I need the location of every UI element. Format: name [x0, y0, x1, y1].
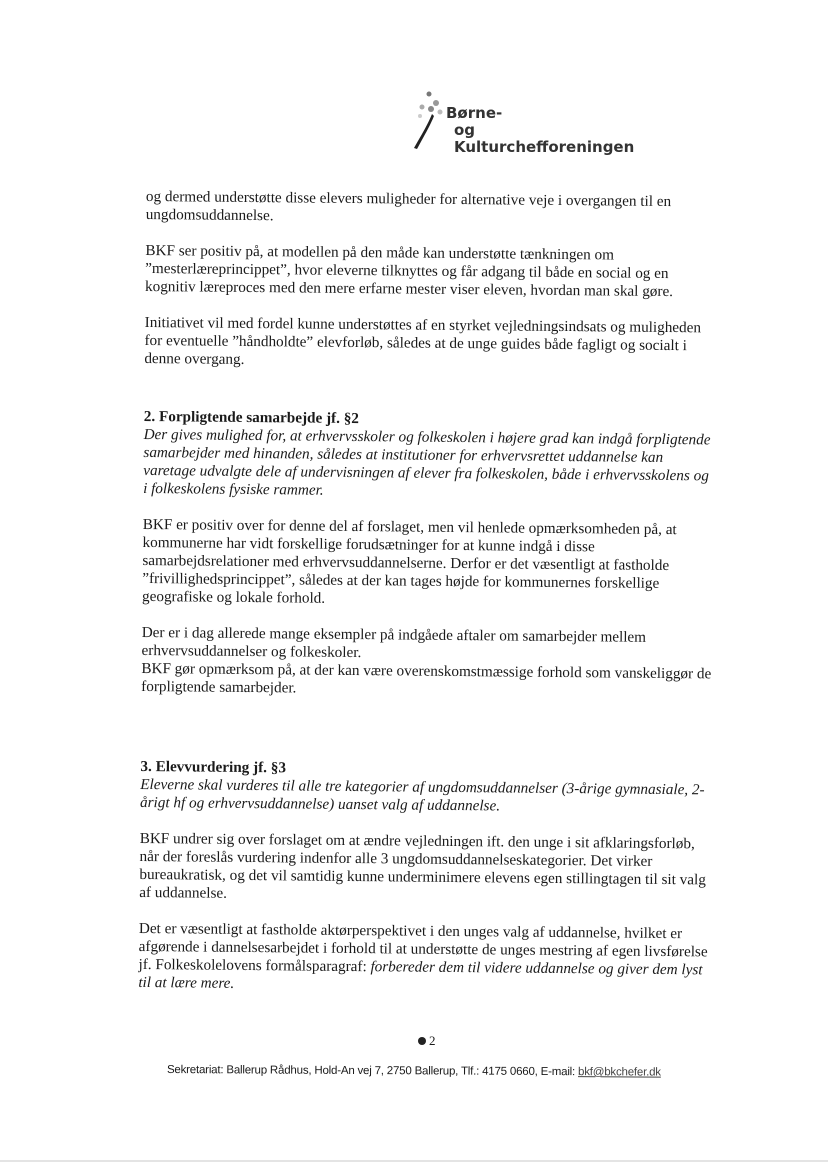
bullet-icon [418, 1037, 426, 1045]
paragraph: BKF er positiv over for denne del af forslaget, men vil henlede opmærksomheden på, at kommunerne har vidt forskellige forudsætninger for at kunne indgå i disse samarbejdsrelationer med erhvervsuddannelserne. Derfor er det væsentligt at fastholde ”frivillighedsprincippet”, således at der kan tages højde for kommunernes forskellige geografiske og lokale forhold. [141, 515, 677, 607]
footer [167, 1064, 697, 1079]
paragraph: Initiativet vil med fordel kunne understøttes af en styrket vejledningsindsats og muligheden for eventuelle ”håndholdte” elevforløb, således at de unge guides både fagligt og socialt i denne overgang. [144, 313, 702, 368]
quote-text: forbereder dem til videre uddannelse og giver dem lyst til at lære mere. [138, 958, 703, 992]
org-name [446, 105, 650, 156]
logo-figure-icon [410, 90, 450, 152]
paragraph: BKF undrer sig over forslaget om at ændre vejledningen ift. den unge i sit afklaringsforløb, når der foreslås vurdering indenfor alle 3 ungdomsuddannelseskategorier. Det virker bureaukratisk, og det vil samtidig kunne underminimere elevens egen stillingtagen til sit valg af uddannelse. [139, 829, 706, 902]
footer-email-link[interactable]: bkf@bkchefer.dk [578, 1066, 661, 1079]
paragraph [138, 920, 709, 997]
org-name-line2: og Kulturchefforeningen [454, 121, 635, 156]
org-name-line1: Børne- [446, 104, 503, 122]
page-number [418, 1033, 436, 1049]
paragraph: Der er i dag allerede mange eksempler på indgåede aftaler om samarbejder mellem erhvervsuddannelser og folkeskoler. [141, 623, 647, 662]
section-summary: Der gives mulighed for, at erhvervsskoler og folkeskolen i højere grad kan indgå forpligtende samarbejder med hinanden, således at institutioner for erhvervsrettet uddannelse kan varetage udvalgte dele af undervisningen af elever fra folkeskolen, både i erhvervsskolens og i folkeskolens fysiske rammer. [143, 425, 711, 499]
paragraph: og dermed understøtte disse elevers muligheder for alternative veje i overgangen til en ungdomsuddannelse. [145, 188, 672, 225]
document-body [138, 188, 716, 997]
scan-edge [0, 1160, 828, 1162]
paragraph: BKF ser positiv på, at modellen på den måde kan understøtte tænkningen om ”mesterlæreprincippet”, hvor eleverne tilknyttes og får adgang til både en social og en kognitiv læreproces med den mere erfarne mester viser eleven, hvordan man skal gøre. [144, 241, 674, 301]
paragraph-text: Det er væsentligt at fastholde aktørperspektivet i den unges valg af uddannelse, hvilket er afgørende i dannelsesarbejdet i forhold til at understøtte de unges mestring af egen livsførelse jf. Folkeskolelovens formålsparagraf: [138, 919, 708, 976]
footer-address: Sekretariat: Ballerup Rådhus, Hold-An vej 7, 2750 Ballerup, Tlf.: 4175 0660, E-mail: [166, 1064, 579, 1079]
section-heading: 3. Elevvurdering jf. §3 [140, 757, 287, 777]
org-logo [410, 90, 650, 156]
paragraph: BKF gør opmærksom på, at der kan være overenskomstmæssige forhold som vanskeliggør de forpligtende samarbejder. [141, 659, 712, 697]
section-summary: Eleverne skal vurderes til alle tre kategorier af ungdomsuddannelser (3-årige gymnasiale, 2-årigt hf og erhvervsuddannelse) uanset valg af uddannelse. [140, 775, 705, 815]
page-number-value: 2 [429, 1033, 436, 1048]
section-heading: 2. Forpligtende samarbejde jf. §2 [143, 407, 360, 428]
